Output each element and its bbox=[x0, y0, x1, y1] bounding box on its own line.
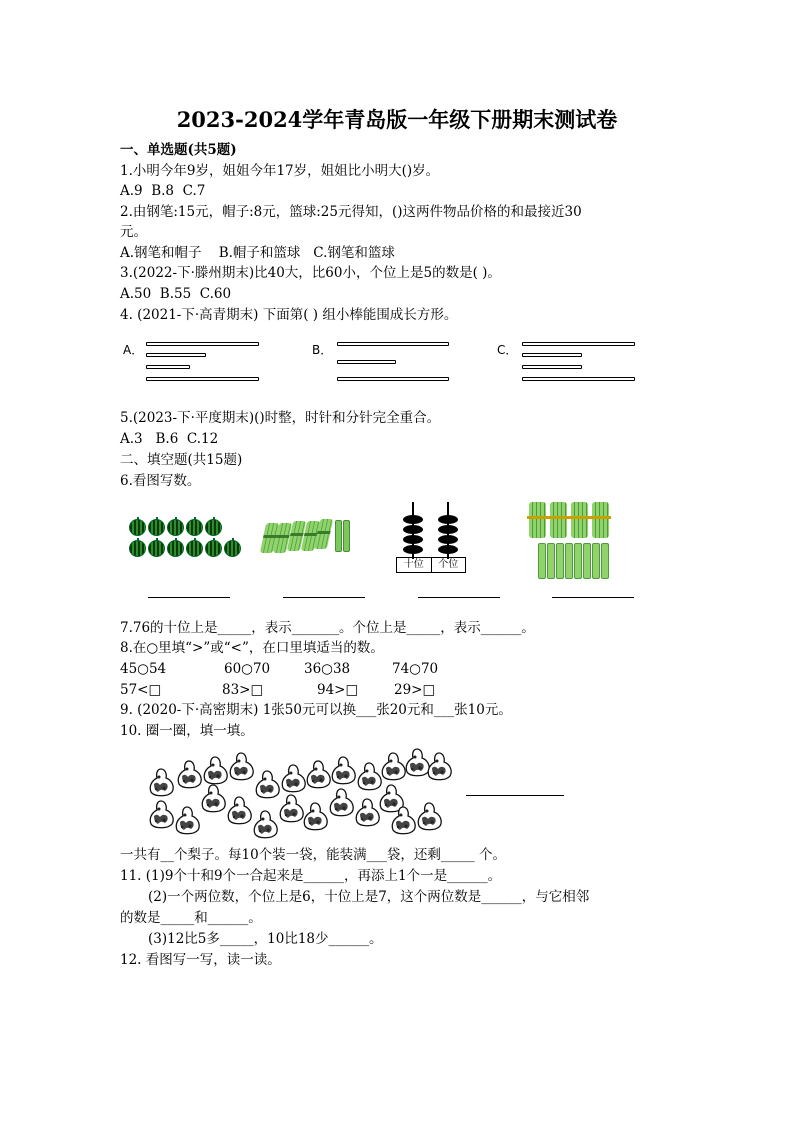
question-3: 3.(2022-下·滕州期末)比40大，比60小，个位上是5的数是( )。 bbox=[120, 265, 501, 281]
question-11-part2: (2)一个两位数，个位上是6，十位上是7，这个两位数是______，与它相邻 bbox=[148, 889, 590, 905]
q4-option-b-label: B． bbox=[312, 343, 333, 357]
abacus-bead bbox=[403, 515, 423, 524]
question-2-cont: 元。 bbox=[120, 224, 147, 240]
abacus-bead bbox=[438, 525, 458, 534]
stick-bundle-icon bbox=[529, 502, 546, 538]
q4-option-c-label: C． bbox=[497, 343, 518, 357]
stick bbox=[522, 342, 635, 346]
question-2-options: A.钢笔和帽子 B.帽子和篮球 C.钢笔和篮球 bbox=[120, 245, 395, 261]
q8-item: 57<□ bbox=[120, 682, 162, 698]
question-11-part2-cont: 的数是_____和______。 bbox=[120, 910, 262, 926]
watermelon-icon bbox=[205, 519, 222, 536]
stick-bundle-icon bbox=[550, 502, 567, 538]
q10-pears-picture bbox=[140, 748, 460, 840]
watermelon-icon bbox=[224, 540, 241, 557]
abacus-bead bbox=[403, 535, 423, 544]
single-stick-icon bbox=[556, 543, 564, 579]
abacus-bead bbox=[403, 525, 423, 534]
abacus-tens-label: 十位 bbox=[397, 558, 432, 572]
q8-item: 36○38 bbox=[304, 661, 351, 677]
single-stick-icon bbox=[343, 520, 350, 552]
stick bbox=[146, 342, 259, 346]
stick-bundle-icon bbox=[592, 502, 609, 538]
q10-answer-line[interactable] bbox=[466, 795, 564, 796]
question-11-part1: 11. (1)9个十和9个一合起来是______，再添上1个一是______。 bbox=[120, 868, 502, 884]
question-10: 10. 圈一圈，填一填。 bbox=[120, 723, 254, 739]
q6-answer-line[interactable] bbox=[418, 597, 500, 598]
watermelon-icon bbox=[186, 519, 203, 536]
stick bbox=[522, 365, 582, 369]
stick bbox=[146, 353, 206, 357]
question-3-options: A.50 B.55 C.60 bbox=[120, 286, 232, 302]
stick bbox=[146, 377, 259, 381]
abacus-ones-label: 个位 bbox=[438, 559, 459, 570]
stick bbox=[522, 377, 635, 381]
q10-fill: 一共有__个梨子。每10个装一袋，能装满___袋，还剩_____ 个。 bbox=[120, 847, 506, 863]
watermelon-icon bbox=[129, 519, 146, 536]
stick bbox=[146, 365, 190, 369]
single-stick-icon bbox=[601, 543, 609, 579]
stick bbox=[337, 377, 449, 381]
watermelon-icon bbox=[167, 540, 184, 557]
single-stick-icon bbox=[565, 543, 573, 579]
question-8: 8.在○里填“>”或“<”，在口里填适当的数。 bbox=[120, 640, 384, 656]
watermelon-icon bbox=[148, 519, 165, 536]
q6-answer-line[interactable] bbox=[283, 597, 365, 598]
abacus-bead bbox=[403, 545, 423, 554]
single-stick-icon bbox=[547, 543, 555, 579]
single-stick-icon bbox=[583, 543, 591, 579]
question-1: 1.小明今年9岁，姐姐今年17岁，姐姐比小明大()岁。 bbox=[120, 163, 440, 179]
q8-item: 29>□ bbox=[394, 682, 436, 698]
question-7: 7.76的十位上是_____，表示_______。个位上是_____，表示______。 bbox=[120, 620, 535, 636]
watermelon-icon bbox=[148, 540, 165, 557]
q8-item: 74○70 bbox=[392, 661, 439, 677]
page-title: 2023-2024学年青岛版一年级下册期末测试卷 bbox=[176, 107, 618, 132]
abacus-bead bbox=[438, 515, 458, 524]
single-stick-icon bbox=[592, 543, 600, 579]
single-stick-icon bbox=[574, 543, 582, 579]
q4-option-a-label: A． bbox=[123, 343, 144, 357]
watermelon-icon bbox=[129, 540, 146, 557]
section-single-choice: 一、单选题(共5题) bbox=[120, 142, 237, 158]
question-1-options: A.9 B.8 C.7 bbox=[120, 183, 206, 199]
watermelon-icon bbox=[167, 519, 184, 536]
stick bbox=[337, 360, 396, 364]
stick-bundle-icon bbox=[571, 502, 588, 538]
single-stick-icon bbox=[335, 520, 342, 552]
watermelon-icon bbox=[205, 540, 222, 557]
question-2: 2.由钢笔:15元，帽子:8元，篮球:25元得知，()这两件物品价格的和最接近30 bbox=[120, 204, 582, 220]
watermelon-icon bbox=[186, 540, 203, 557]
question-11-part3: (3)12比5多_____，10比18少______。 bbox=[148, 931, 383, 947]
q8-item: 83>□ bbox=[222, 682, 264, 698]
q6-answer-line[interactable] bbox=[552, 597, 634, 598]
question-5-options: A.3 B.6 C.12 bbox=[120, 431, 219, 447]
abacus-bead bbox=[438, 545, 458, 554]
question-6: 6.看图写数。 bbox=[120, 473, 201, 489]
question-9: 9. (2020-下·高密期末) 1张50元可以换___张20元和___张10元。 bbox=[120, 702, 512, 718]
question-5: 5.(2023-下·平度期末)()时整，时针和分针完全重合。 bbox=[120, 410, 441, 426]
q8-item: 45○54 bbox=[120, 661, 167, 677]
abacus-bead bbox=[438, 535, 458, 544]
question-12: 12. 看图写一写，读一读。 bbox=[120, 952, 281, 968]
q6-answer-line[interactable] bbox=[148, 597, 230, 598]
stick bbox=[337, 342, 449, 346]
q8-item: 94>□ bbox=[317, 682, 359, 698]
single-stick-icon bbox=[538, 543, 546, 579]
question-4: 4. (2021-下·高青期末) 下面第( ) 组小棒能围成长方形。 bbox=[120, 307, 458, 323]
section-fill-blank: 二、填空题(共15题) bbox=[120, 452, 243, 468]
abacus-base bbox=[396, 557, 466, 573]
stick bbox=[522, 353, 582, 357]
q8-item: 60○70 bbox=[224, 661, 271, 677]
